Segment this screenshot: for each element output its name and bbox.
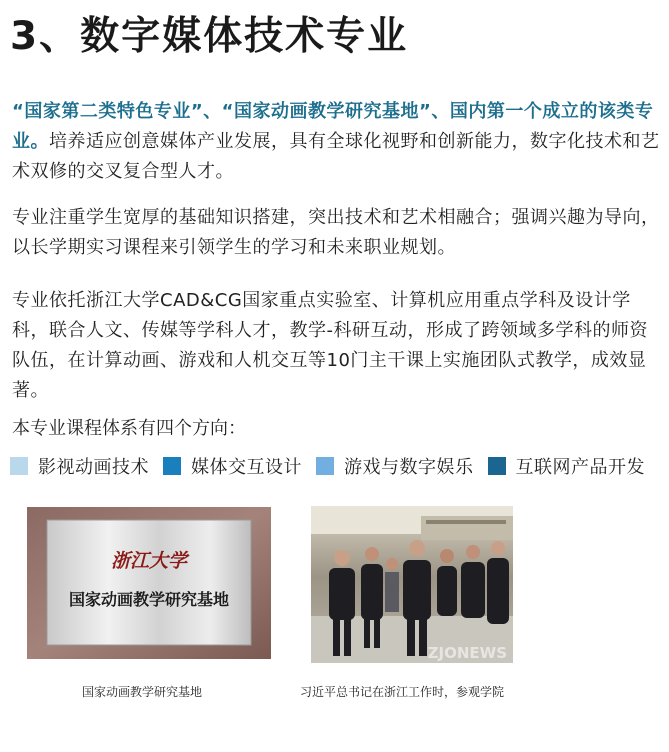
visit-photo: [311, 506, 513, 663]
legend-label: 游戏与数字娱乐: [344, 457, 474, 478]
legend-swatch: [488, 457, 506, 475]
legend-label: 影视动画技术: [38, 457, 149, 478]
legend-item-internet: [488, 453, 646, 479]
curriculum-intro: 本专业课程体系有四个方向：: [12, 418, 246, 439]
focus-paragraph: 专业注重学生宽厚的基础知识搭建，突出技术和艺术相融合；强调兴趣为导向，以长学期实习课程来引领学生的学习和未来职业规划。: [12, 207, 660, 258]
resources-paragraph: 专业依托浙江大学CAD&CG国家重点实验室、计算机应用重点学科及设计学科，联合人文、传媒等学科人才，教学-科研互动，形成了跨领域多学科的师资队伍，在计算动画、游戏和人机交互等10门主干课上实施团队式教学，成效显著。: [12, 290, 648, 401]
plaque-caption: 国家动画教学研究基地: [82, 685, 203, 699]
intro-paragraph: [12, 97, 660, 187]
legend-label: 媒体交互设计: [191, 457, 302, 478]
plaque-title-text: 国家动画教学研究基地: [68, 590, 230, 609]
legend-label: 互联网产品开发: [515, 457, 645, 478]
legend-item-games: [316, 453, 474, 479]
body-text: 培养适应创意媒体产业发展，具有全球化视野和创新能力，数字化技术和艺术双修的交叉复合型人才。: [12, 131, 660, 182]
highlight-text: “国家第二类特色专业”、“国家动画教学研究基地”、国内第一个成立的该类专业。: [12, 101, 654, 152]
legend-swatch: [163, 457, 181, 475]
legend-item-animation: [10, 453, 149, 479]
legend-swatch: [316, 457, 334, 475]
legend-swatch: [10, 457, 28, 475]
legend-item-interaction: [163, 453, 302, 479]
plaque-photo: [27, 507, 271, 659]
visit-caption: 习近平总书记在浙江工作时，参观学院: [300, 685, 505, 699]
plaque-logo-text: 浙江大学: [110, 550, 188, 572]
direction-legend: [10, 453, 659, 479]
page-title: 3、数字媒体技术专业: [10, 14, 409, 59]
watermark-text: ZJONEWS: [427, 644, 507, 662]
